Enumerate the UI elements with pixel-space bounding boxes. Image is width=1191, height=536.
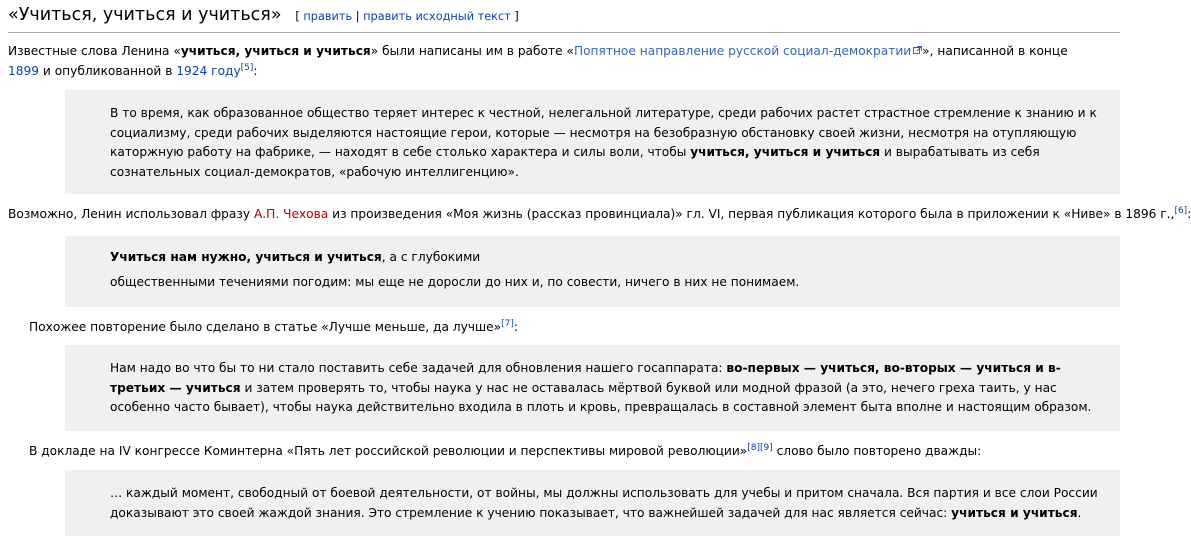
quote-2-text-1: , а с глубокими: [381, 250, 481, 264]
external-link-icon: [913, 42, 922, 51]
quote-1-text-2: и вырабатывать из себя сознательных социал-демократов, «рабочую интеллигенцию».: [110, 145, 1040, 179]
comintern-text-2: слово было повторено дважды:: [772, 444, 982, 458]
work-title-link[interactable]: [574, 44, 922, 58]
quote-1-bold: учиться, учиться и учиться: [690, 145, 881, 159]
quote-3-text-1: Нам надо во что бы то ни стало поставить себе задачей для обновления нашего госаппарата:: [110, 361, 727, 375]
quote-3-text: [110, 359, 1110, 418]
quote-2-line-1: [110, 248, 1110, 268]
intro-text-1: Известные слова Ленина «: [8, 44, 181, 58]
quote-block-4: [65, 470, 1120, 536]
reference-8-link[interactable]: [8]: [747, 442, 760, 453]
quote-block-3: [65, 345, 1120, 431]
chekhov-text-1: Возможно, Ленин использовал фразу: [8, 207, 254, 221]
section-title: «Учиться, учиться и учиться»: [8, 5, 282, 25]
intro-text-4: и опубликованной в: [39, 63, 177, 78]
quote-4-bold: учиться и учиться: [951, 505, 1078, 520]
quote-block-2: [65, 236, 1120, 307]
quote-2-bold: Учиться нам нужно, учиться и учиться: [110, 250, 382, 264]
edit-link[interactable]: править: [303, 10, 353, 23]
section-heading: [8, 6, 1120, 33]
quote-3-text-2: и затем проверять то, чтобы наука у нас не оставалась мёртвой буквой или модной фразой (а это, нечего греха таить, у нас особенно часто бывает), чтобы наука действительно входила в плоть и кровь, превращалась в составной элемент быта вполне и настоящим образом.: [110, 380, 1092, 414]
chekhov-text-3: :: [1187, 207, 1191, 221]
reference-5-link[interactable]: [5]: [240, 62, 254, 73]
quote-1-text: [110, 104, 1110, 182]
intro-text-5: :: [253, 63, 258, 78]
reference-7: [501, 319, 514, 329]
edit-separator: |: [355, 10, 360, 23]
intro-bold-phrase: учиться, учиться и учиться: [180, 44, 371, 58]
quote-3-bold: во-первых — учиться, во-вторых — учиться и в-третьих — учиться: [110, 361, 1061, 395]
work-title-link-text: Попятное направление русской социал-демократии: [573, 44, 912, 58]
reference-6: [1174, 206, 1187, 216]
intro-text-3: », написанной в конце: [922, 44, 1068, 58]
intro-text-2: » были написаны им в работе «: [370, 44, 574, 58]
chekhov-paragraph: [8, 205, 1191, 225]
edit-source-link[interactable]: править исходный текст: [363, 10, 511, 23]
edit-section-links: [295, 10, 518, 23]
comintern-text-1: В докладе на IV конгрессе Коминтерна «Пять лет российской революции и перспективы мировой революции»: [29, 444, 748, 458]
reference-9-link[interactable]: [9]: [759, 442, 773, 453]
bracket-open: [: [295, 10, 300, 23]
better-text-2: :: [513, 320, 518, 334]
bracket-close: ]: [514, 10, 519, 23]
reference-5: [241, 62, 254, 72]
quote-block-1: [65, 90, 1120, 194]
quote-4-text: [110, 484, 1110, 523]
reference-6-link[interactable]: [6]: [1174, 205, 1188, 216]
year-1924-link[interactable]: 1924 году: [176, 63, 241, 78]
reference-7-link[interactable]: [7]: [501, 318, 514, 329]
quote-4-text-2: .: [1077, 505, 1082, 520]
quote-4-text-1: … каждый момент, свободный от боевой деятельности, от войны, мы должны использовать для учебы и притом сначала. Вся партия и все слои России доказывают это своей жаждой знания. Это стремление к учению показывает, что важнейшей задачей для нас является сейчас:: [110, 486, 1098, 520]
quote-1-text-1: В то время, как образованное общество теряет интерес к честной, нелегальной литературе, среди рабочих растет страстное стремление к знанию и к социализму, среди рабочих выделяются настоящие герои, которые — несмотря на безобразную обстановку своей жизни, несмотря на отупляющую каторжную работу на фабрике, — находят в себе столько характера и силы воли, чтобы: [110, 106, 1097, 159]
chekhov-link[interactable]: А.П. Чехова: [253, 207, 329, 221]
chekhov-text-2: из произведения «Моя жизнь (рассказ провинциала)» гл. VI, первая публикация которого была в приложении к «Ниве» в 1896 г.,: [328, 207, 1175, 221]
reference-8-9: [747, 443, 773, 453]
year-1899-link[interactable]: 1899: [8, 63, 40, 78]
better-text-1: Похожее повторение было сделано в статье «Лучше меньше, да лучше»: [29, 320, 502, 334]
quote-2-line-2: общественными течениями погодим: мы еще не доросли до них и, по совести, ничего в них не понимаем.: [110, 275, 800, 289]
comintern-paragraph: [29, 442, 1109, 462]
intro-paragraph: [8, 42, 1078, 81]
better-paragraph: [29, 318, 1109, 338]
